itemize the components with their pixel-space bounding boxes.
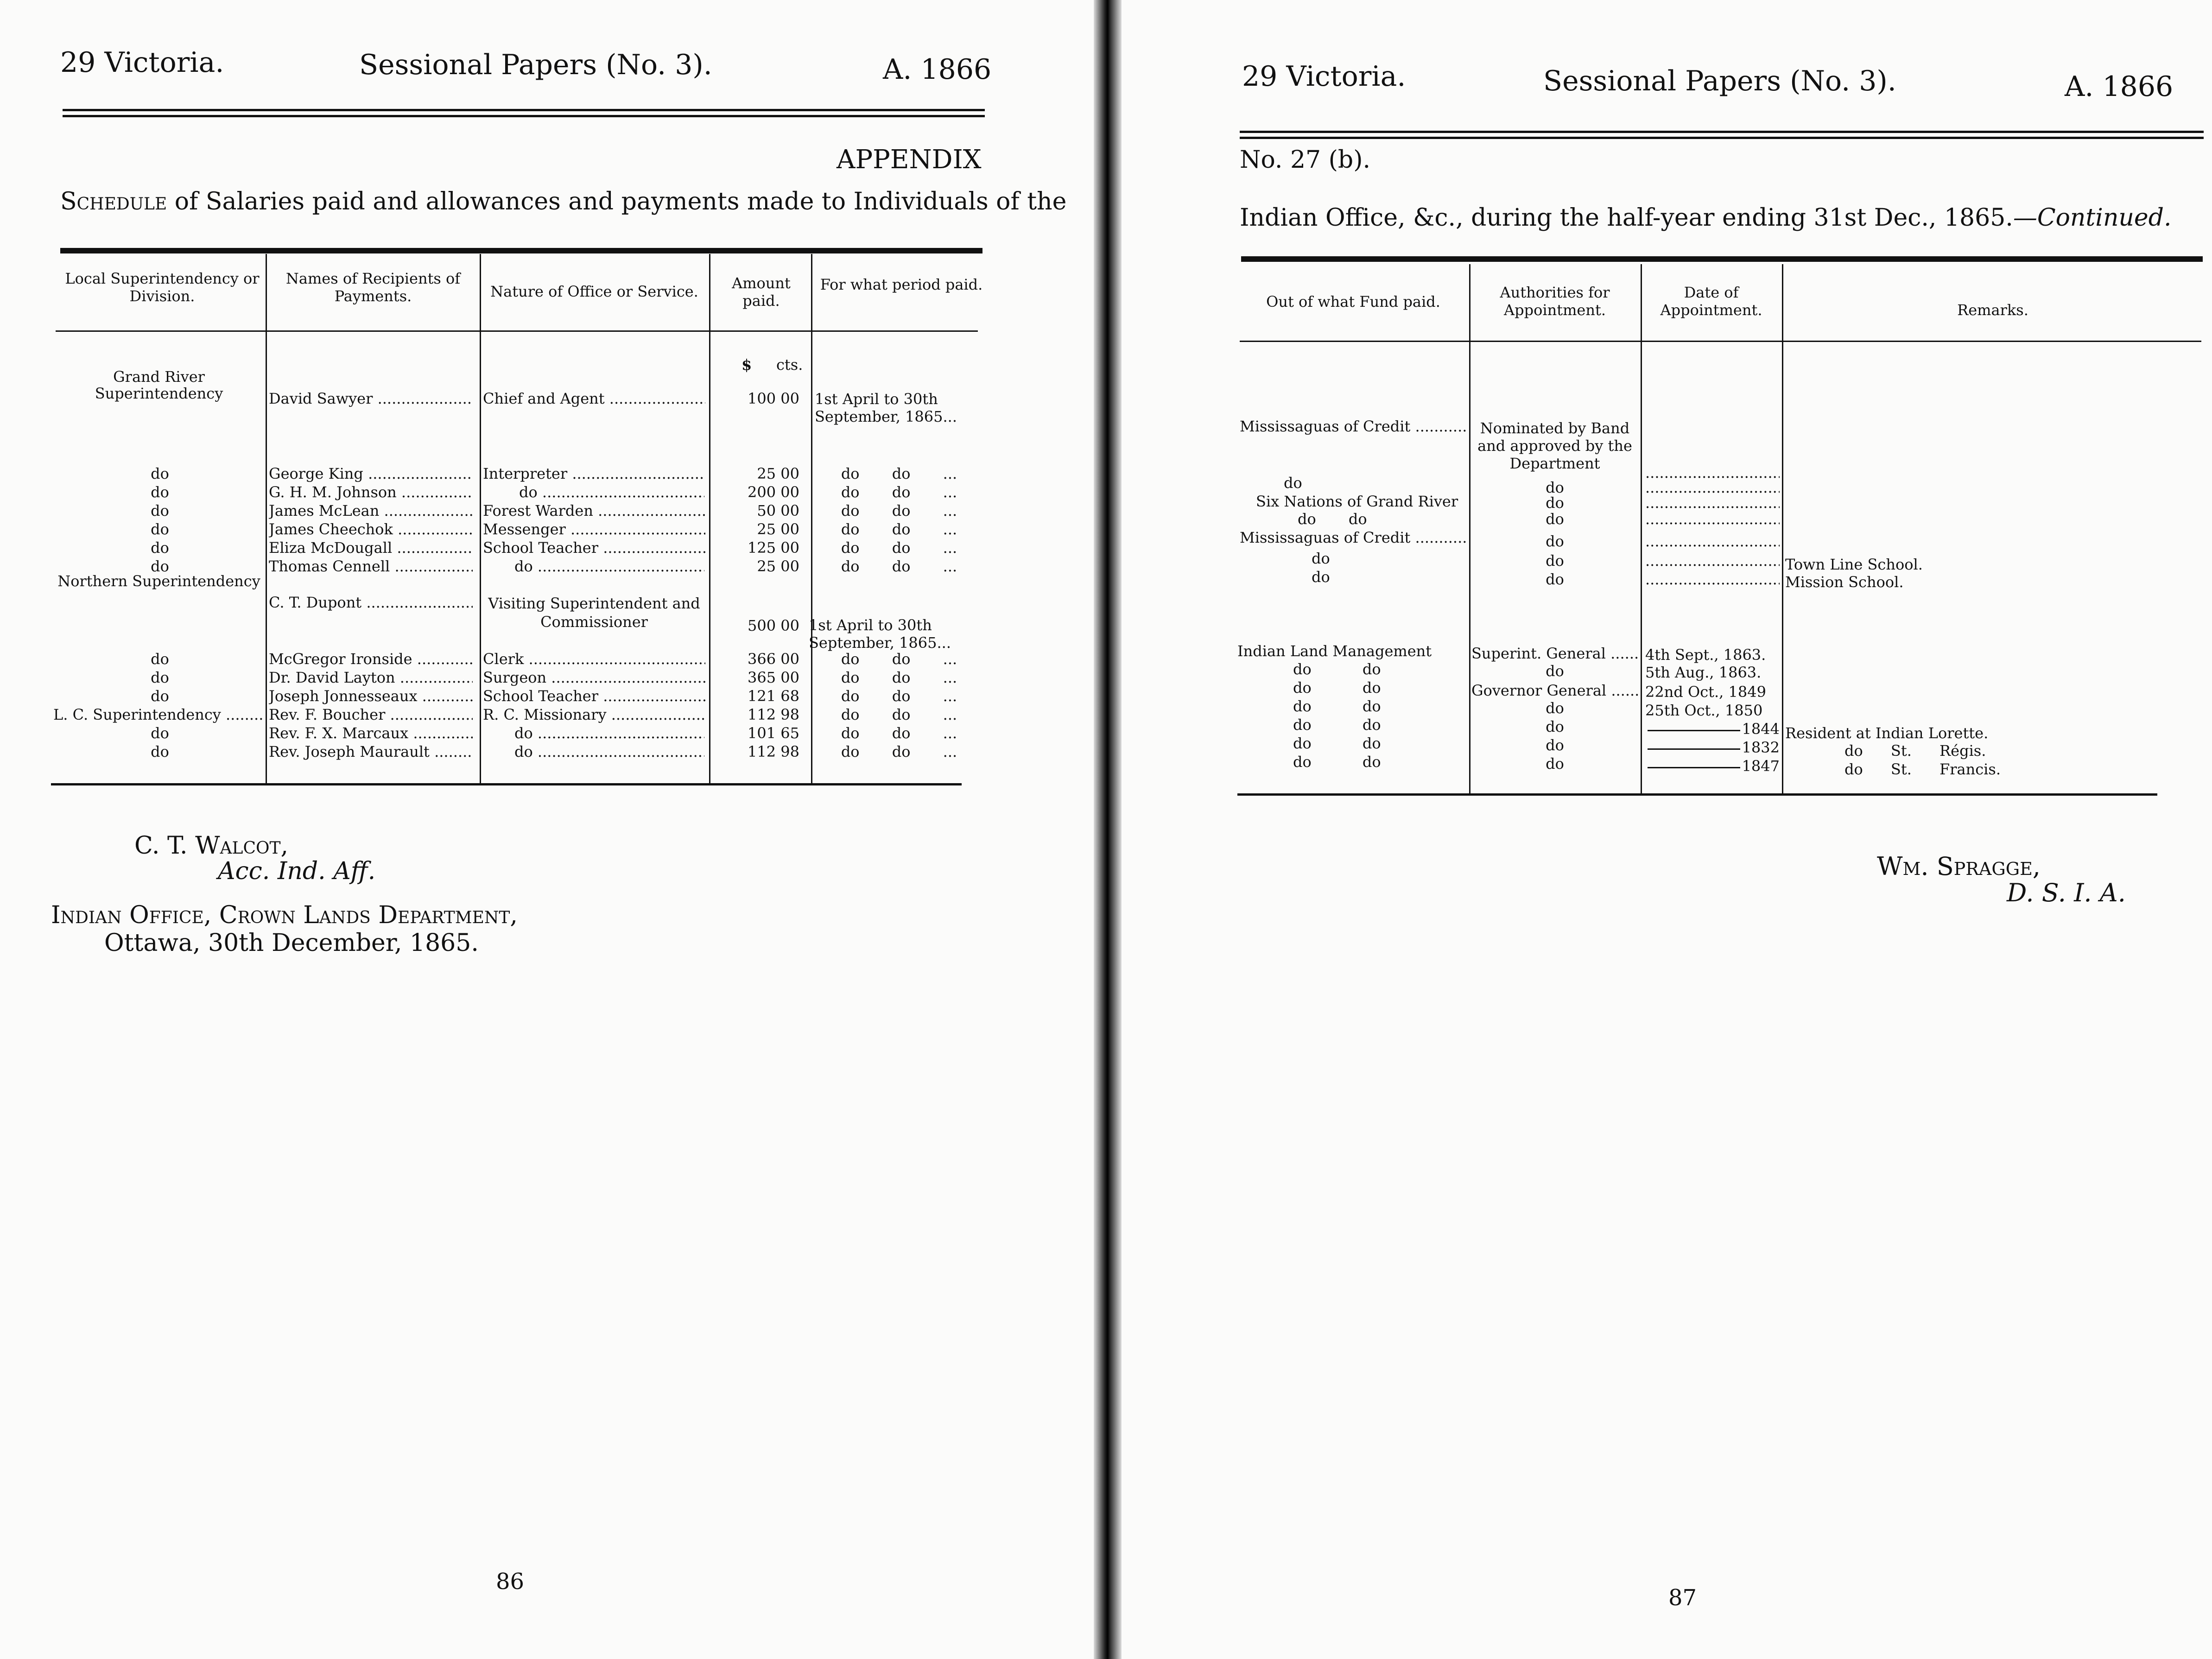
- row-9-name: Dr. David Layton .....: [269, 668, 473, 687]
- left-signature-name: C. T. Walcot,: [134, 832, 289, 860]
- left-header-rule: [63, 109, 985, 117]
- left-header-year: A. 1866: [883, 53, 992, 86]
- row-6-amount: 25 00: [757, 557, 799, 575]
- row-5-office: School Teacher .....: [483, 538, 705, 557]
- row-8-name: McGregor Ironside .....: [269, 650, 473, 668]
- row-6-period: do do ...: [841, 557, 957, 575]
- row-13-office: do .....: [514, 742, 704, 761]
- left-page-number: 86: [496, 1569, 525, 1595]
- row-8-division: do: [151, 650, 169, 668]
- left-page: [0, 0, 1094, 1659]
- right-page: [1122, 0, 2212, 1659]
- row-0-amount: 100 00: [748, 390, 799, 407]
- right-row-12-date: 1832: [1742, 739, 1780, 756]
- right-row-9-authority: Governor General .....: [1471, 681, 1638, 700]
- row-6-office: do .....: [514, 557, 704, 576]
- date-line: Ottawa, 30th December, 1865.: [104, 929, 479, 957]
- right-row-9-date: 22nd Oct., 1849: [1645, 683, 1766, 701]
- right-row-12-fund: do do: [1293, 735, 1381, 752]
- col-header-amount: Amount paid.: [732, 274, 791, 310]
- right-header-rule: [1240, 131, 2204, 139]
- right-signature-name: Wm. Spragge,: [1877, 852, 2041, 881]
- row-4-office: Messenger .....: [483, 520, 705, 538]
- row-1-amount: 25 00: [757, 465, 799, 482]
- right-row-13-dash: [1648, 767, 1740, 768]
- row-2-division: do: [151, 483, 169, 501]
- row-5-division: do: [151, 539, 169, 557]
- right-row-7-date: 4th Sept., 1863.: [1645, 646, 1766, 664]
- currency-dollars: $: [742, 356, 752, 374]
- row-3-division: do: [151, 502, 169, 519]
- right-page-number: 87: [1668, 1585, 1697, 1611]
- row-0-name: David Sawyer .....: [269, 389, 473, 408]
- right-header-year: A. 1866: [2065, 70, 2174, 103]
- right-row-13-authority: do: [1546, 755, 1564, 773]
- row-9-amount: 365 00: [748, 669, 799, 686]
- row-8-period: do do ...: [841, 650, 957, 668]
- right-row-5-remarks: Town Line School.: [1785, 556, 1923, 573]
- office-line: Indian Office, Crown Lands Department,: [51, 901, 518, 929]
- left-header-session: 29 Victoria.: [60, 46, 224, 79]
- right-row-4-fund: Mississaguas of Credit .....: [1240, 528, 1467, 547]
- row-0-office: Chief and Agent .....: [483, 389, 705, 408]
- right-row-6-remarks: Mission School.: [1785, 573, 1904, 591]
- right-row-3-date: [1645, 510, 1780, 528]
- row-10-amount: 121 68: [748, 687, 799, 705]
- right-row-13-remarks: do St. Francis.: [1844, 760, 2001, 778]
- row-7-period: 1st April to 30th September, 1865...: [809, 616, 951, 652]
- right-header-papers: Sessional Papers (No. 3).: [1543, 65, 1896, 97]
- row-1-name: George King .....: [269, 464, 473, 483]
- row-9-office: Surgeon .....: [483, 668, 705, 687]
- row-13-period: do do ...: [841, 743, 957, 760]
- row-6-division: do: [151, 557, 169, 575]
- col-header-office: Nature of Office or Service.: [490, 283, 698, 300]
- right-row-1-fund: do: [1284, 474, 1302, 492]
- row-2-office: do .....: [519, 483, 704, 501]
- right-row-5-fund: do: [1312, 550, 1330, 567]
- right-title-continued: —Continued.: [2013, 204, 2172, 232]
- right-row-10-date: 25th Oct., 1850: [1645, 702, 1763, 719]
- right-row-0-authority: Nominated by Band and approved by the Department: [1477, 419, 1632, 472]
- book-gutter: [1094, 0, 1122, 1659]
- right-row-0-fund: Mississaguas of Credit .....: [1240, 417, 1467, 436]
- right-title: [1240, 204, 2172, 232]
- right-row-9-fund: do do: [1293, 679, 1381, 697]
- right-signature-title: D. S. I. A.: [2007, 878, 2126, 907]
- right-title-text: Indian Office, &c., during the half-year ending 31st Dec., 1865.: [1240, 204, 2013, 232]
- row-11-division: L. C. Superintendency .....: [53, 705, 264, 724]
- row-3-period: do do ...: [841, 502, 957, 519]
- right-col-header-fund: Out of what Fund paid.: [1266, 293, 1440, 310]
- row-10-name: Joseph Jonnesseaux .....: [269, 687, 473, 705]
- right-row-11-fund: do do: [1293, 716, 1381, 734]
- row-3-name: James McLean .....: [269, 501, 473, 520]
- row-1-period: do do ...: [841, 465, 957, 482]
- right-row-7-fund: Indian Land Management: [1237, 642, 1432, 660]
- row-12-office: do .....: [514, 724, 704, 742]
- row-3-office: Forest Warden .....: [483, 501, 705, 520]
- row-9-division: do: [151, 669, 169, 686]
- row-12-amount: 101 65: [748, 724, 799, 742]
- right-header-session: 29 Victoria.: [1242, 60, 1406, 93]
- right-col-header-authority: Authorities for Appointment.: [1500, 284, 1610, 319]
- row-13-amount: 112 98: [748, 743, 799, 760]
- right-row-2-fund: Six Nations of Grand River: [1256, 493, 1458, 510]
- table-top-rule: [60, 248, 982, 253]
- right-row-2-date: [1645, 494, 1780, 512]
- row-10-office: School Teacher .....: [483, 687, 705, 705]
- right-row-11-dash: [1648, 730, 1740, 731]
- row-0-period: 1st April to 30th September, 1865...: [815, 390, 957, 425]
- row-11-name: Rev. F. Boucher .....: [269, 705, 473, 724]
- table-header-rule: [56, 330, 978, 332]
- schedule-title-text: of Salaries paid and allowances and payments made to Individuals of the: [174, 188, 1067, 215]
- row-8-office: Clerk .....: [483, 650, 705, 668]
- right-table-top-rule: [1241, 256, 2203, 262]
- schedule-title: [60, 188, 1066, 215]
- right-row-12-dash: [1648, 748, 1740, 750]
- right-table-bottom-rule: [1237, 793, 2157, 796]
- row-11-office: R. C. Missionary .....: [483, 705, 705, 724]
- row-7-division: Northern Superintendency: [57, 572, 260, 590]
- row-10-period: do do ...: [841, 687, 957, 705]
- right-row-13-date: 1847: [1742, 757, 1780, 775]
- right-row-8-date: 5th Aug., 1863.: [1645, 664, 1762, 681]
- row-11-period: do do ...: [841, 706, 957, 723]
- row-4-division: do: [151, 520, 169, 538]
- right-row-11-authority: do: [1546, 718, 1564, 735]
- left-header-papers: Sessional Papers (No. 3).: [359, 49, 712, 81]
- right-row-8-fund: do do: [1293, 660, 1381, 678]
- right-row-10-authority: do: [1546, 699, 1564, 717]
- row-7-amount: 500 00: [748, 617, 799, 634]
- row-7-name: C. T. Dupont .....: [269, 593, 473, 612]
- right-row-10-fund: do do: [1293, 697, 1381, 715]
- col-header-recipients: Names of Recipients of Payments.: [285, 270, 461, 305]
- right-row-12-remarks: do St. Régis.: [1844, 742, 1986, 760]
- right-row-6-fund: do: [1312, 568, 1330, 586]
- row-12-period: do do ...: [841, 724, 957, 742]
- row-5-period: do do ...: [841, 539, 957, 557]
- row-10-division: do: [151, 687, 169, 705]
- right-row-2-authority: do: [1546, 494, 1564, 512]
- row-5-name: Eliza McDougall .....: [269, 538, 473, 557]
- right-row-12-authority: do: [1546, 736, 1564, 754]
- left-signature-title: Acc. Ind. Aff.: [218, 857, 376, 885]
- row-2-amount: 200 00: [748, 483, 799, 501]
- row-7-office: Visiting Superintendent and Commissioner: [488, 595, 700, 631]
- row-1-division: do: [151, 465, 169, 482]
- appendix-label: APPENDIX: [837, 145, 982, 175]
- row-6-name: Thomas Cennell .....: [269, 557, 473, 576]
- appendix-number: No. 27 (b).: [1240, 146, 1371, 174]
- row-2-period: do do ...: [841, 483, 957, 501]
- row-11-amount: 112 98: [748, 706, 799, 723]
- row-13-division: do: [151, 743, 169, 760]
- right-row-13-fund: do do: [1293, 753, 1381, 771]
- right-row-8-authority: do: [1546, 662, 1564, 680]
- row-4-name: James Cheechok .....: [269, 520, 473, 538]
- right-row-11-date: 1844: [1742, 720, 1780, 738]
- right-table-header-rule: [1240, 341, 2201, 342]
- row-4-period: do do ...: [841, 520, 957, 538]
- currency-cents: cts.: [776, 356, 803, 374]
- right-row-6-date: [1645, 570, 1780, 589]
- row-12-division: do: [151, 724, 169, 742]
- row-4-amount: 25 00: [757, 520, 799, 538]
- row-0-division: Grand River Superintendency: [95, 368, 223, 402]
- right-row-4-authority: do: [1546, 532, 1564, 550]
- right-row-11-remarks: Resident at Indian Lorette.: [1785, 724, 1989, 742]
- right-row-5-authority: do: [1546, 552, 1564, 570]
- right-row-3-fund: do do: [1298, 510, 1367, 528]
- row-3-amount: 50 00: [757, 502, 799, 519]
- right-row-6-authority: do: [1546, 570, 1564, 588]
- right-row-1-authority: do: [1546, 479, 1564, 496]
- row-1-office: Interpreter .....: [483, 464, 705, 483]
- col-header-period: For what period paid.: [820, 276, 983, 293]
- row-13-name: Rev. Joseph Maurault .....: [269, 742, 473, 761]
- right-row-7-authority: Superint. General .....: [1471, 644, 1638, 663]
- right-row-4-date: [1645, 532, 1780, 551]
- table-bottom-rule: [51, 783, 962, 785]
- schedule-title-lead: Schedule: [60, 188, 167, 215]
- row-2-name: G. H. M. Johnson .....: [269, 483, 473, 501]
- row-12-name: Rev. F. X. Marcaux .....: [269, 724, 473, 742]
- right-col-header-remarks: Remarks.: [1957, 301, 2028, 319]
- row-9-period: do do ...: [841, 669, 957, 686]
- right-row-5-date: [1645, 551, 1780, 570]
- row-5-amount: 125 00: [748, 539, 799, 557]
- right-row-3-authority: do: [1546, 510, 1564, 528]
- row-8-amount: 366 00: [748, 650, 799, 668]
- right-col-header-date: Date of Appointment.: [1660, 284, 1762, 319]
- col-header-division: Local Superintendency or Division.: [65, 270, 260, 305]
